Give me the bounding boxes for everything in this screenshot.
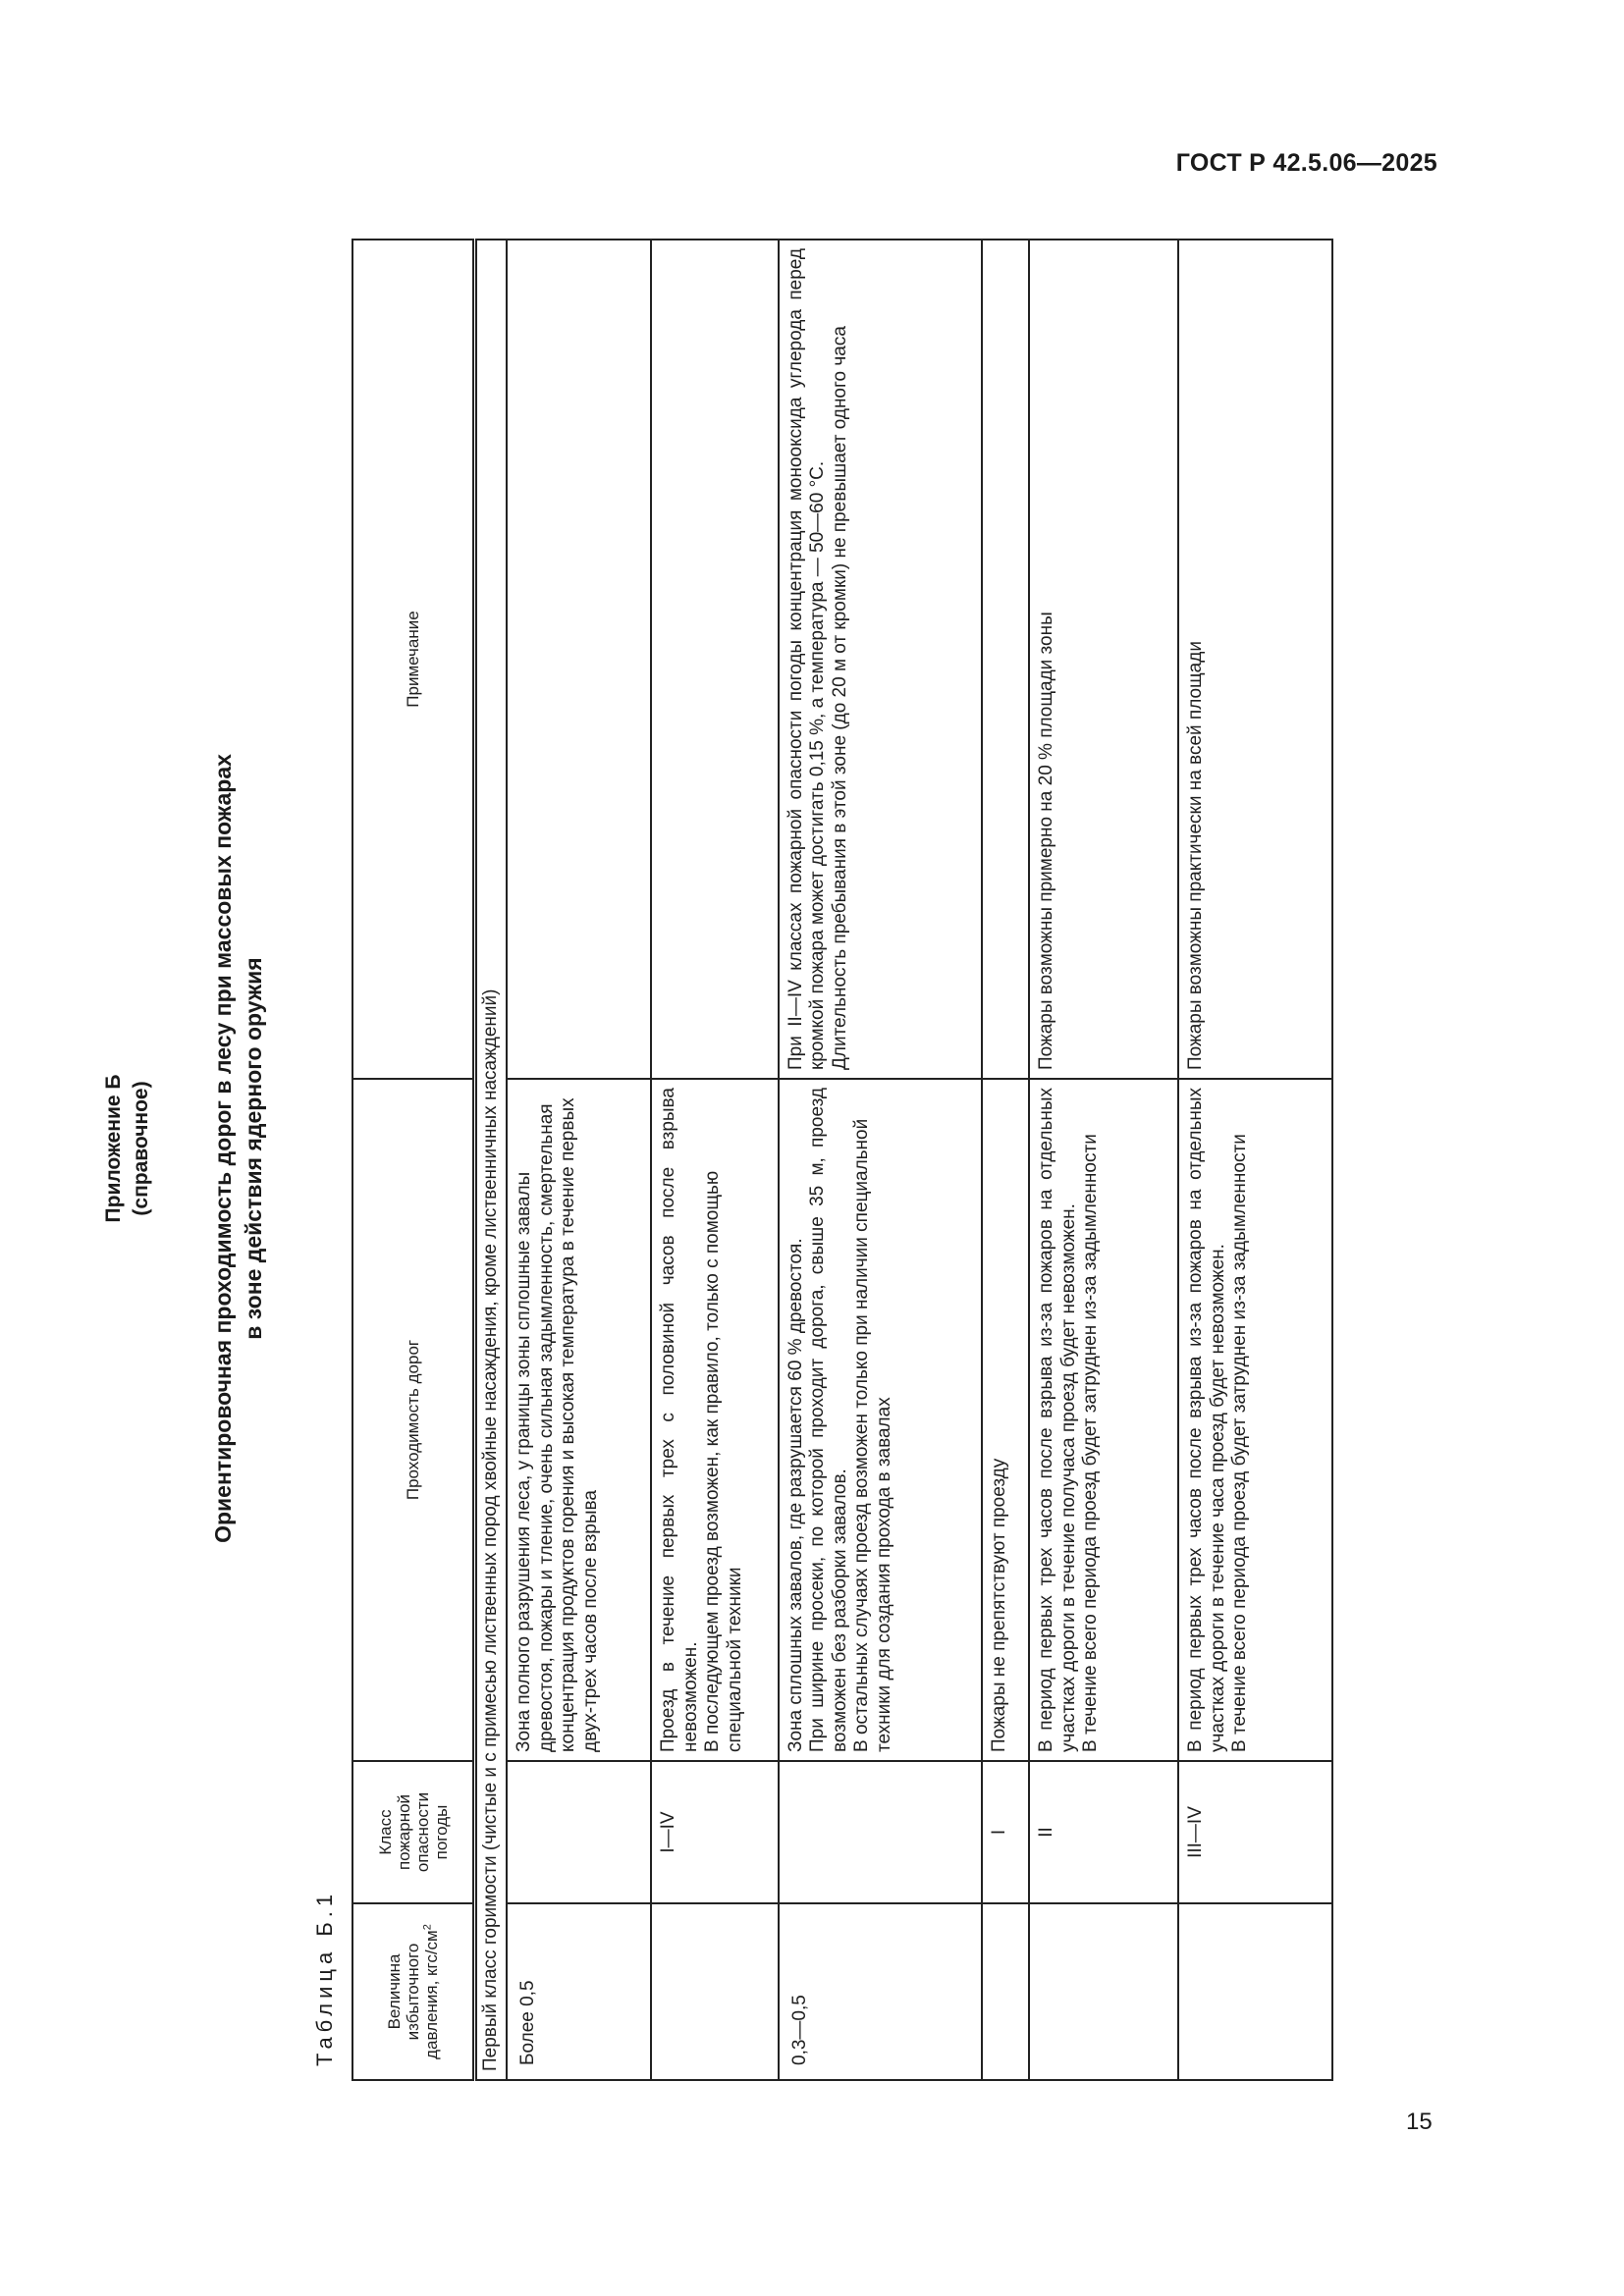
cell-pressure xyxy=(982,1903,1030,2080)
cell-pressure xyxy=(1029,1903,1178,2080)
passability-paragraph: Зона полного разрушения леса, у границы зоны сплошные завалы древостоя, пожары и тление, очень сильная задымленность, смертельная концентрация продуктов горения и высокая температура в течение первых двух-трех часов после взрыва xyxy=(514,1097,601,1752)
cell-passability xyxy=(779,1079,982,1761)
table-row xyxy=(982,240,1030,2080)
cell-note xyxy=(982,240,1030,1079)
cell-passability xyxy=(1178,1079,1332,1761)
appendix-heading-line2: в зоне действия ядерного оружия xyxy=(241,957,266,1340)
table-row xyxy=(651,240,778,2080)
passability-paragraph: В последующем проезд возможен, как правило, только с помощью специальной техники xyxy=(702,1170,745,1752)
table-subheader-row xyxy=(475,240,508,2080)
cell-fire-class: III—IV xyxy=(1178,1761,1332,1903)
cell-note xyxy=(779,240,982,1079)
cell-note xyxy=(1178,240,1332,1079)
passability-paragraph: В период первых трех часов после взрыва из-за пожаров на отдельных участках дороги в течение часа проезд будет невозможен. xyxy=(1185,1088,1228,1752)
passability-paragraph: В течение всего периода проезд будет затруднен из-за задымленности xyxy=(1080,1134,1102,1752)
cell-pressure xyxy=(651,1903,778,2080)
table-row xyxy=(1178,240,1332,2080)
cell-fire-class xyxy=(507,1761,651,1903)
appendix-heading-line1: Ориентировочная проходимость дорог в лесу при массовых пожарах xyxy=(210,754,236,1543)
table-subheader: Первый класс горимости (чистые и с примесью лиственных пород хвойные насаждения, кроме лиственничных насаждений) xyxy=(475,240,508,2080)
cell-pressure xyxy=(1178,1903,1332,2080)
cell-fire-class: I—IV xyxy=(651,1761,778,1903)
cell-passability xyxy=(982,1079,1030,1761)
cell-fire-class xyxy=(779,1761,982,1903)
rotated-page-content xyxy=(98,39,1375,2258)
passability-paragraph: Проезд в течение первых трех с половиной часов после взрыва невозможен. xyxy=(658,1088,701,1752)
cell-fire-class: II xyxy=(1029,1761,1178,1903)
page-number: 15 xyxy=(1406,2109,1433,2135)
cell-passability xyxy=(507,1079,651,1761)
col-header-note: Примечание xyxy=(352,240,475,1079)
table-label: Таблица Б.1 xyxy=(312,1889,337,2066)
table-row xyxy=(507,240,651,2080)
passability-table xyxy=(352,239,1333,2081)
document-code: ГОСТ Р 42.5.06—2025 xyxy=(1175,149,1437,177)
col-header-pressure: Величина избыточного давления, кгс/$см^2$ xyxy=(352,1903,475,2080)
passability-paragraph: В период первых трех часов после взрыва из-за пожаров на отдельных участках дороги в течение получаса проезд будет невозможен. xyxy=(1036,1088,1079,1752)
cell-note xyxy=(651,240,778,1079)
note-paragraph: Длительность пребывания в этой зоне (до 20 м от кромки) не превышает одного часа xyxy=(829,326,850,1070)
appendix-status: (справочное) xyxy=(130,1081,152,1216)
table-header-row xyxy=(352,240,475,2080)
passability-paragraph: Зона сплошных завалов, где разрушается 60 % древостоя. xyxy=(785,1238,806,1752)
cell-fire-class: I xyxy=(982,1761,1030,1903)
col-header-passability: Проходимость дорог xyxy=(352,1079,475,1761)
passability-paragraph: Пожары не препятствуют проезду xyxy=(988,1458,1009,1752)
table-row xyxy=(1029,240,1178,2080)
passability-paragraph: В течение всего периода проезд будет затруднен из-за задымленности xyxy=(1229,1134,1251,1752)
note-paragraph: Пожары возможны практически на всей площади xyxy=(1185,641,1207,1070)
passability-paragraph: В остальных случаях проезд возможен только при наличии специальной техники для создания прохода в завалах xyxy=(851,1118,894,1752)
cell-passability xyxy=(1029,1079,1178,1761)
cell-pressure: 0,3—0,5 xyxy=(779,1903,982,2080)
note-paragraph: При II—IV классах пожарной опасности погоды концентрация монооксида углерода перед кромкой пожара может достигать 0,15 %, а температура — 50—60 °С. xyxy=(785,248,829,1070)
passability-paragraph: При ширине просеки, по которой проходит дорога, свыше 35 м, проезд возможен без разборки завалов. xyxy=(807,1088,850,1752)
cell-passability xyxy=(651,1079,778,1761)
col-header-fire-class: Класс пожарной опасности погоды xyxy=(352,1761,475,1903)
note-paragraph: Пожары возможны примерно на 20 % площади зоны xyxy=(1036,612,1057,1070)
cell-note xyxy=(1029,240,1178,1079)
appendix-title: Приложение Б xyxy=(102,1074,125,1223)
table-row xyxy=(779,240,982,2080)
appendix-heading xyxy=(208,39,269,2258)
cell-note xyxy=(507,240,651,1079)
cell-pressure: Более 0,5 xyxy=(507,1903,651,2080)
